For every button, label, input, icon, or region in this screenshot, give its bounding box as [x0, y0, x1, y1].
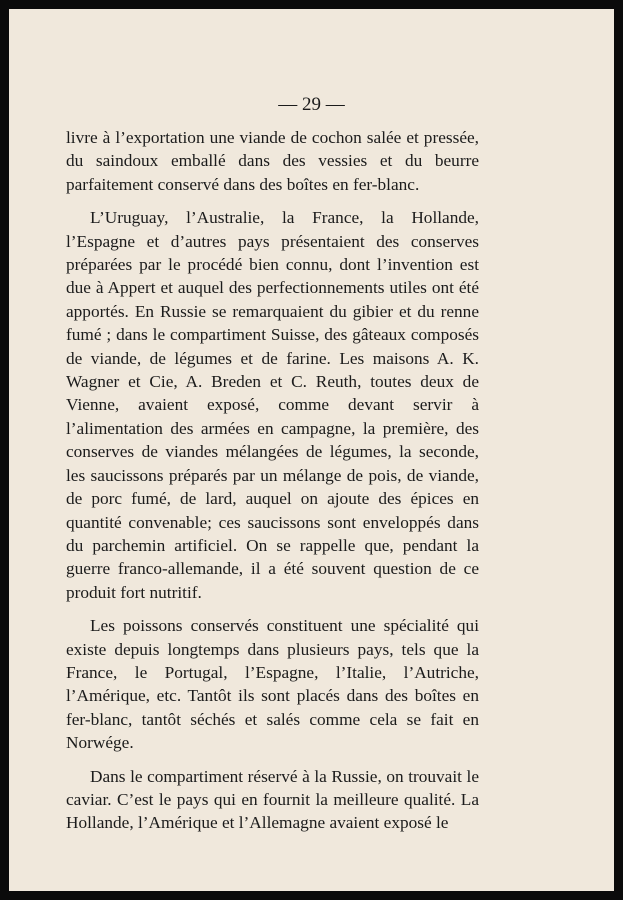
paragraph-1: livre à l’exportation une viande de cochon salée et pressée, du saindoux emballé dans des vessies et du beurre parfaitement conservé dans des boîtes en fer-blanc. [66, 128, 479, 194]
book-page [9, 9, 614, 891]
paragraph-4: Dans le compartiment réservé à la Russie, on trouvait le caviar. C’est le pays qui en fournit la meilleure qualité. La Hollande, l’Amérique et l’Allemagne avaient exposé le [66, 766, 479, 833]
paragraph-3: Les poissons conservés constituent une spécialité qui existe depuis longtemps dans plusieurs pays, tels que la France, le Portugal, l’Espagne, l’Italie, l’Autriche, l’Amérique, etc. Tantôt ils sont placés dans des boîtes en fer-blanc, tantôt séchés et salés comme cela se fait en Norwége. [66, 616, 479, 753]
body-text [66, 126, 479, 845]
paragraph-2: L’Uruguay, l’Australie, la France, la Hollande, l’Espagne et d’autres pays présentaient des conserves préparées par le procédé bien connu, dont l’invention est due à Appert et auquel des perfectionnements utiles ont été apportés. En Russie se remarquaient du gibier et du renne fumé ; dans le compartiment Suisse, des gâteaux composés de viande, de légumes et de farine. Les maisons A. K. Wagner et Cie, A. Breden et C. Reuth, toutes deux de Vienne, avaient exposé, comme devant servir à l’alimentation des armées en campagne, la première, des conserves de viandes mélangées de légumes, la seconde, les saucissons préparés par un mélange de pois, de viande, de porc fumé, de lard, auquel on ajoute des épices en quantité convenable; ces saucissons sont enveloppés dans du parchemin artificiel. On se rappelle que, pendant la guerre franco-allemande, il a été souvent question de ce produit fort nutritif. [66, 208, 479, 602]
page-number: — 29 — [278, 94, 345, 115]
